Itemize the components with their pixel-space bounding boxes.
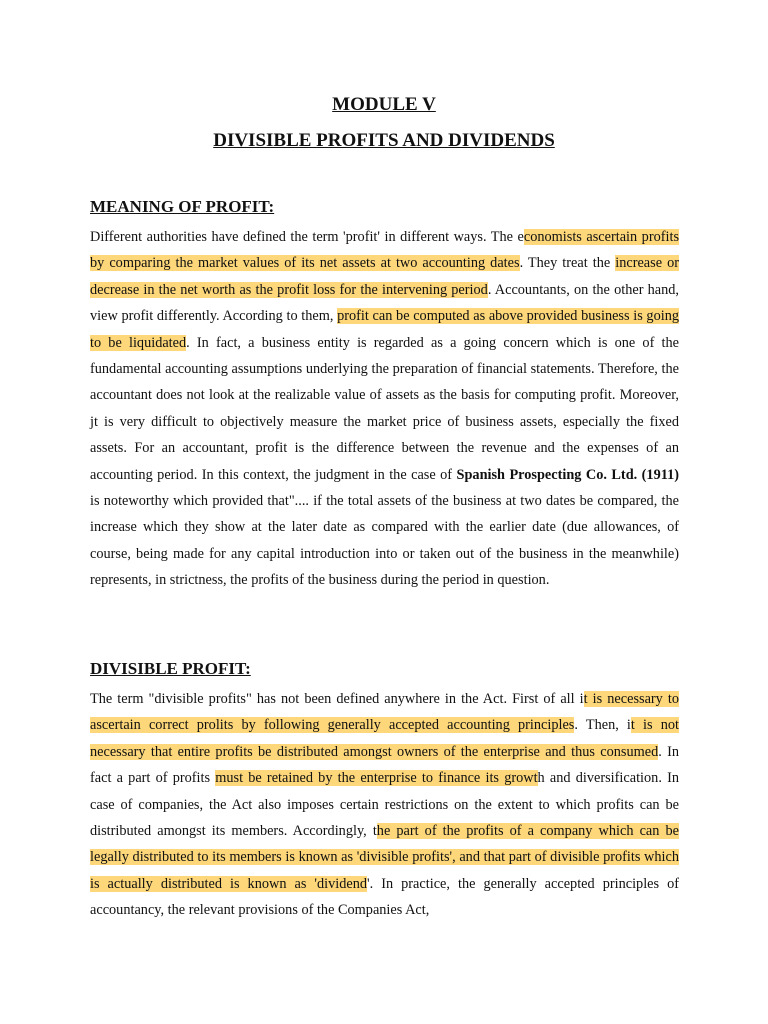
- paragraph-text: . Accountants, on the other hand, view profit differently. According to them,: [90, 281, 679, 325]
- paragraph-text: . In fact a part of profits: [90, 743, 679, 787]
- highlighted-text: conomists ascertain profits by comparing the market values of its net assets at two accounting dates: [90, 229, 680, 272]
- paragraph-text: The term "divisible profits" has not been defined anywhere in the Act. First of all i: [90, 691, 584, 707]
- paragraph-text: . They treat the: [519, 255, 616, 272]
- highlighted-text: t is necessary to ascertain correct prolits by following generally accepted accounting principles: [90, 691, 679, 734]
- highlighted-text: increase or decrease in the net worth as the profit loss for the intervening period: [90, 255, 679, 298]
- bold-text: Spanish Prospecting Co. Ltd. (1911): [456, 466, 679, 483]
- paragraph-text: . In fact, a business entity is regarded as a going concern which is one of the fundamental accounting assumptions underlying the preparation of financial statements. Therefore, the accountant does not look at the realizable value of assets as the basis for computing profit. Moreover, jt is very difficult to objectively measure the market price of business assets, especially the fixed assets. For an accountant, profit is the difference between the revenue and the expenses of an accounting period. In this context, the judgment in the case of: [90, 334, 679, 483]
- paragraph-text: '. In practice, the generally accepted principles of accountancy, the relevant provisions of the Companies Act,: [90, 875, 680, 919]
- section-paragraph-meaning-of-profit: [90, 224, 679, 594]
- highlighted-text: t is not necessary that entire profits be distributed amongst owners of the enterprise and thus consumed: [90, 717, 679, 760]
- section-heading-meaning-of-profit: MEANING OF PROFIT:: [90, 197, 275, 216]
- paragraph-text: . Then, i: [574, 717, 631, 734]
- section-heading-divisible-profit: DIVISIBLE PROFIT:: [90, 659, 251, 678]
- highlighted-text: must be retained by the enterprise to finance its growt: [215, 770, 538, 787]
- paragraph-text: is noteworthy which provided that".... if the total assets of the business at two dates be compared, the increase which they show at the later date as compared with the earlier date (due allowances, of course, being made for any capital introduction into or taken out of the business in the meanwhile) represents, in strictness, the profits of the business during the period in question.: [90, 493, 679, 589]
- highlighted-text: he part of the profits of a company which can be legally distributed to its members is known as 'divisible profits', and that part of divisible profits which is actually distributed is known as 'dividend: [90, 823, 679, 892]
- chapter-title: DIVISIBLE PROFITS AND DIVIDENDS: [213, 130, 555, 151]
- section-paragraph-divisible-profit: [90, 686, 679, 924]
- module-title: MODULE V: [332, 94, 436, 115]
- paragraph-text: Different authorities have defined the term 'profit' in different ways. The e: [90, 229, 524, 245]
- paragraph-text: h and diversification. In case of companies, the Act also imposes certain restrictions on the extent to which profits can be distributed amongst its members. Accordingly, t: [90, 770, 679, 840]
- highlighted-text: profit can be computed as above provided business is going to be liquidated: [90, 308, 679, 351]
